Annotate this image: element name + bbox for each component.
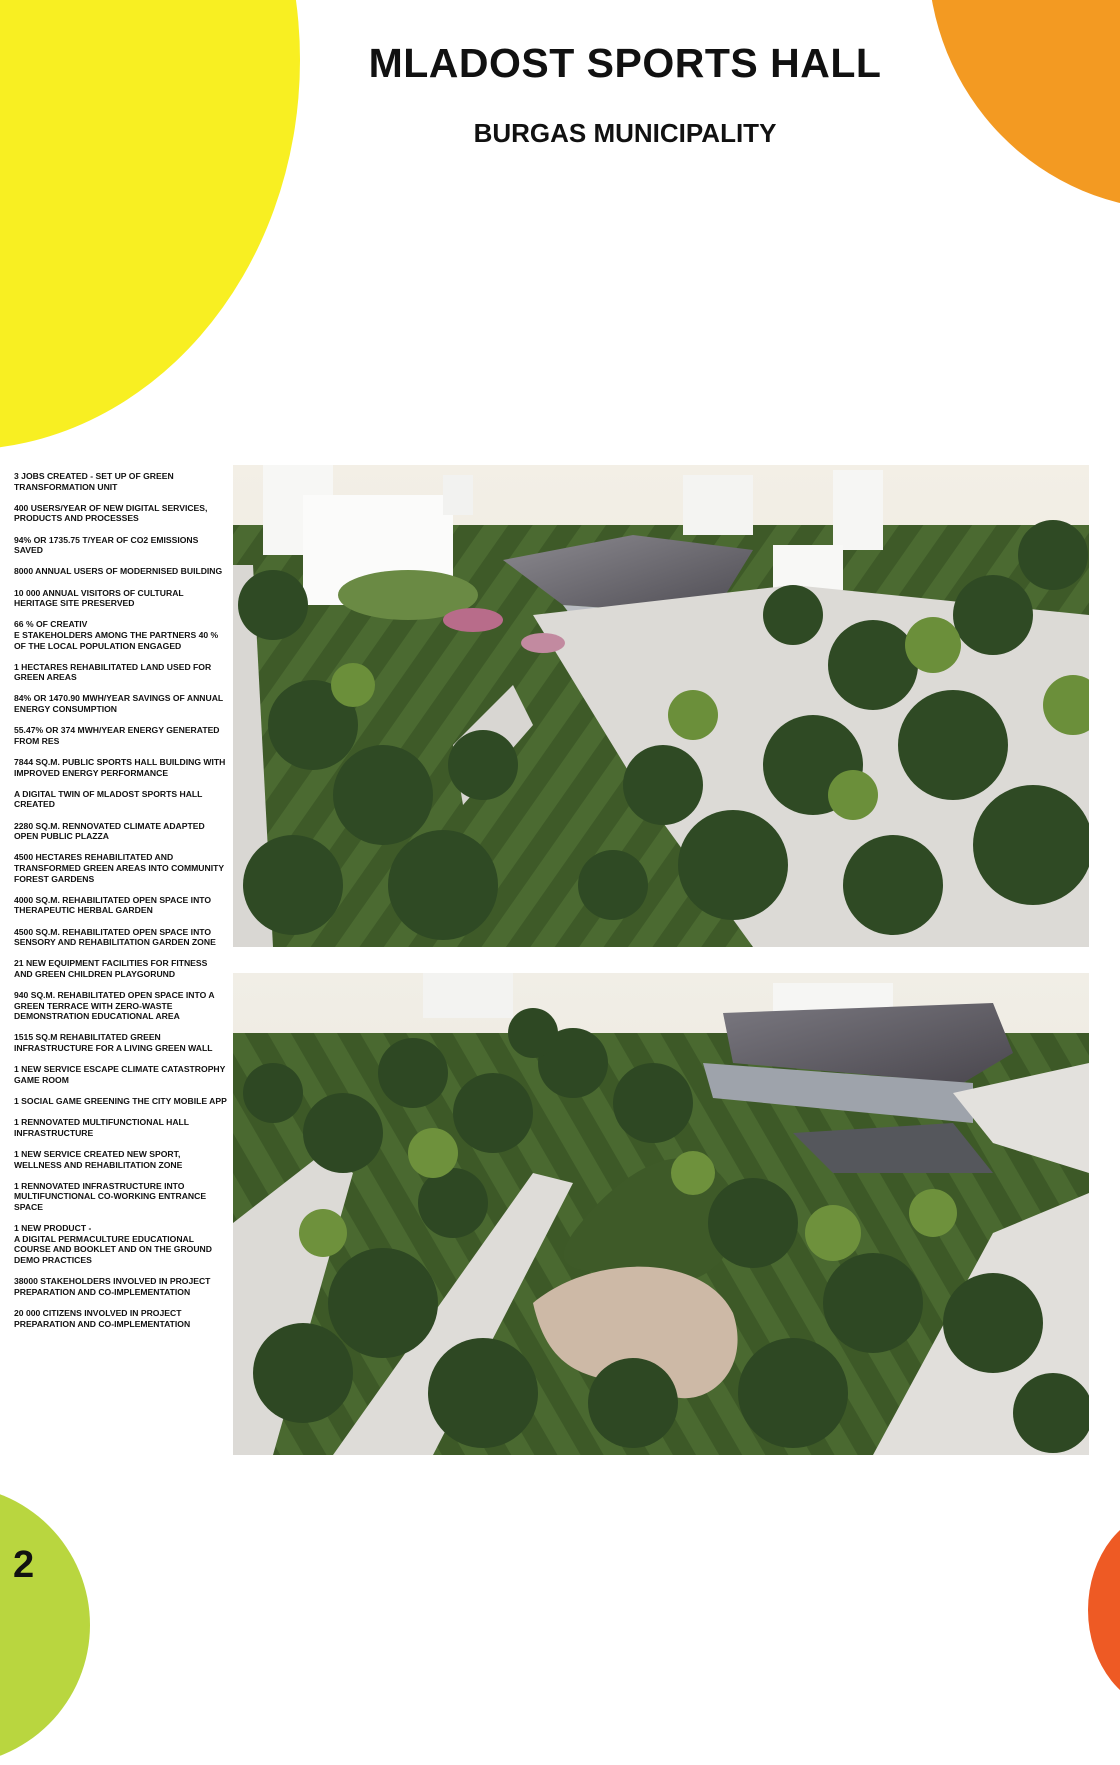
page-number: 2 [13,1544,35,1586]
result-item: 38000 STAKEHOLDERS INVOLVED IN PROJECT PREPARATION AND CO-IMPLEMENTATION [14,1276,211,1297]
result-item: 21 NEW EQUIPMENT FACILITIES FOR FITNESS AND GREEN CHILDREN PLAYGORUND [14,958,208,979]
result-item: 1 NEW SERVICE CREATED NEW SPORT, WELLNESS AND REHABILITATION ZONE [14,1149,183,1170]
result-item: 66 % OF CREATIV E STAKEHOLDERS AMONG THE PARTNERS 40 % OF THE LOCAL POPULATION ENGAGED [14,619,219,651]
result-item: 1 HECTARES REHABILITATED LAND USED FOR GREEN AREAS [14,661,212,683]
result-item: 7844 SQ.M. PUBLIC SPORTS HALL BUILDING WITH IMPROVED ENERGY PERFORMANCE [14,757,226,778]
result-item: 4500 SQ.M. REHABILITATED OPEN SPACE INTO SENSORY AND REHABILITATION GARDEN ZONE [14,926,216,948]
result-item: 10 000 ANNUAL VISITORS OF CULTURAL HERITAGE SITE PRESERVED [14,587,184,609]
result-item: 4500 HECTARES REHABILITATED AND TRANSFORMED GREEN AREAS INTO COMMUNITY FOREST GARDENS [14,852,224,884]
page-subtitle: BURGAS MUNICIPALITY [473,118,777,148]
result-item: 1 RENNOVATED MULTIFUNCTIONAL HALL INFRASTRUCTURE [14,1117,189,1138]
result-item: 1 RENNOVATED INFRASTRUCTURE INTO MULTIFUNCTIONAL CO-WORKING ENTRANCE SPACE [14,1180,207,1212]
result-item: 400 USERS/YEAR OF NEW DIGITAL SERVICES, PRODUCTS AND PROCESSES [14,502,208,524]
project-results-list [14,471,228,1340]
result-item: 3 JOBS CREATED - SET UP OF GREEN TRANSFORMATION UNIT [14,471,174,492]
result-item: 4000 SQ.M. REHABILITATED OPEN SPACE INTO THERAPEUTIC HERBAL GARDEN [14,894,212,916]
result-item: 1 SOCIAL GAME GREENING THE CITY MOBILE APP [14,1096,227,1107]
aerial-render-park [233,973,1089,1455]
orange-corner-circle [928,0,1120,210]
aerial-render-plaza [233,465,1089,947]
result-item: 94% OR 1735.75 T/YEAR OF CO2 EMISSIONS SAVED [14,534,199,556]
page-title: MLADOST SPORTS HALL [368,40,882,86]
result-item: 940 SQ.M. REHABILITATED OPEN SPACE INTO A GREEN TERRACE WITH ZERO-WASTE DEMONSTRATION EDUCATIONAL AREA [14,990,215,1022]
result-item: 1 NEW PRODUCT - A DIGITAL PERMACULTURE EDUCATIONAL COURSE AND BOOKLET AND ON THE GROUND DEMO PRACTICES [14,1223,212,1265]
result-item: 20 000 CITIZENS INVOLVED IN PROJECT PREPARATION AND CO-IMPLEMENTATION [14,1307,191,1329]
result-item: 1515 SQ.M REHABILITATED GREEN INFRASTRUCTURE FOR A LIVING GREEN WALL [14,1032,213,1054]
red-corner-circle [1088,1510,1120,1710]
yellow-corner-circle [0,0,300,450]
aerial-render-plaza-image [233,465,1089,947]
result-item: A DIGITAL TWIN OF MLADOST SPORTS HALL CREATED [14,788,203,810]
green-corner-circle [0,1485,90,1765]
aerial-render-park-image [233,973,1089,1455]
result-item: 2280 SQ.M. RENNOVATED CLIMATE ADAPTED OPEN PUBLIC PLAZZA [14,820,205,842]
result-item: 55.47% OR 374 MWH/YEAR ENERGY GENERATED FROM RES [14,725,220,746]
result-item: 84% OR 1470.90 MWH/YEAR SAVINGS OF ANNUAL ENERGY CONSUMPTION [14,693,224,715]
result-item: 8000 ANNUAL USERS OF MODERNISED BUILDING [14,566,223,577]
result-item: 1 NEW SERVICE ESCAPE CLIMATE CATASTROPHY GAME ROOM [14,1064,226,1085]
